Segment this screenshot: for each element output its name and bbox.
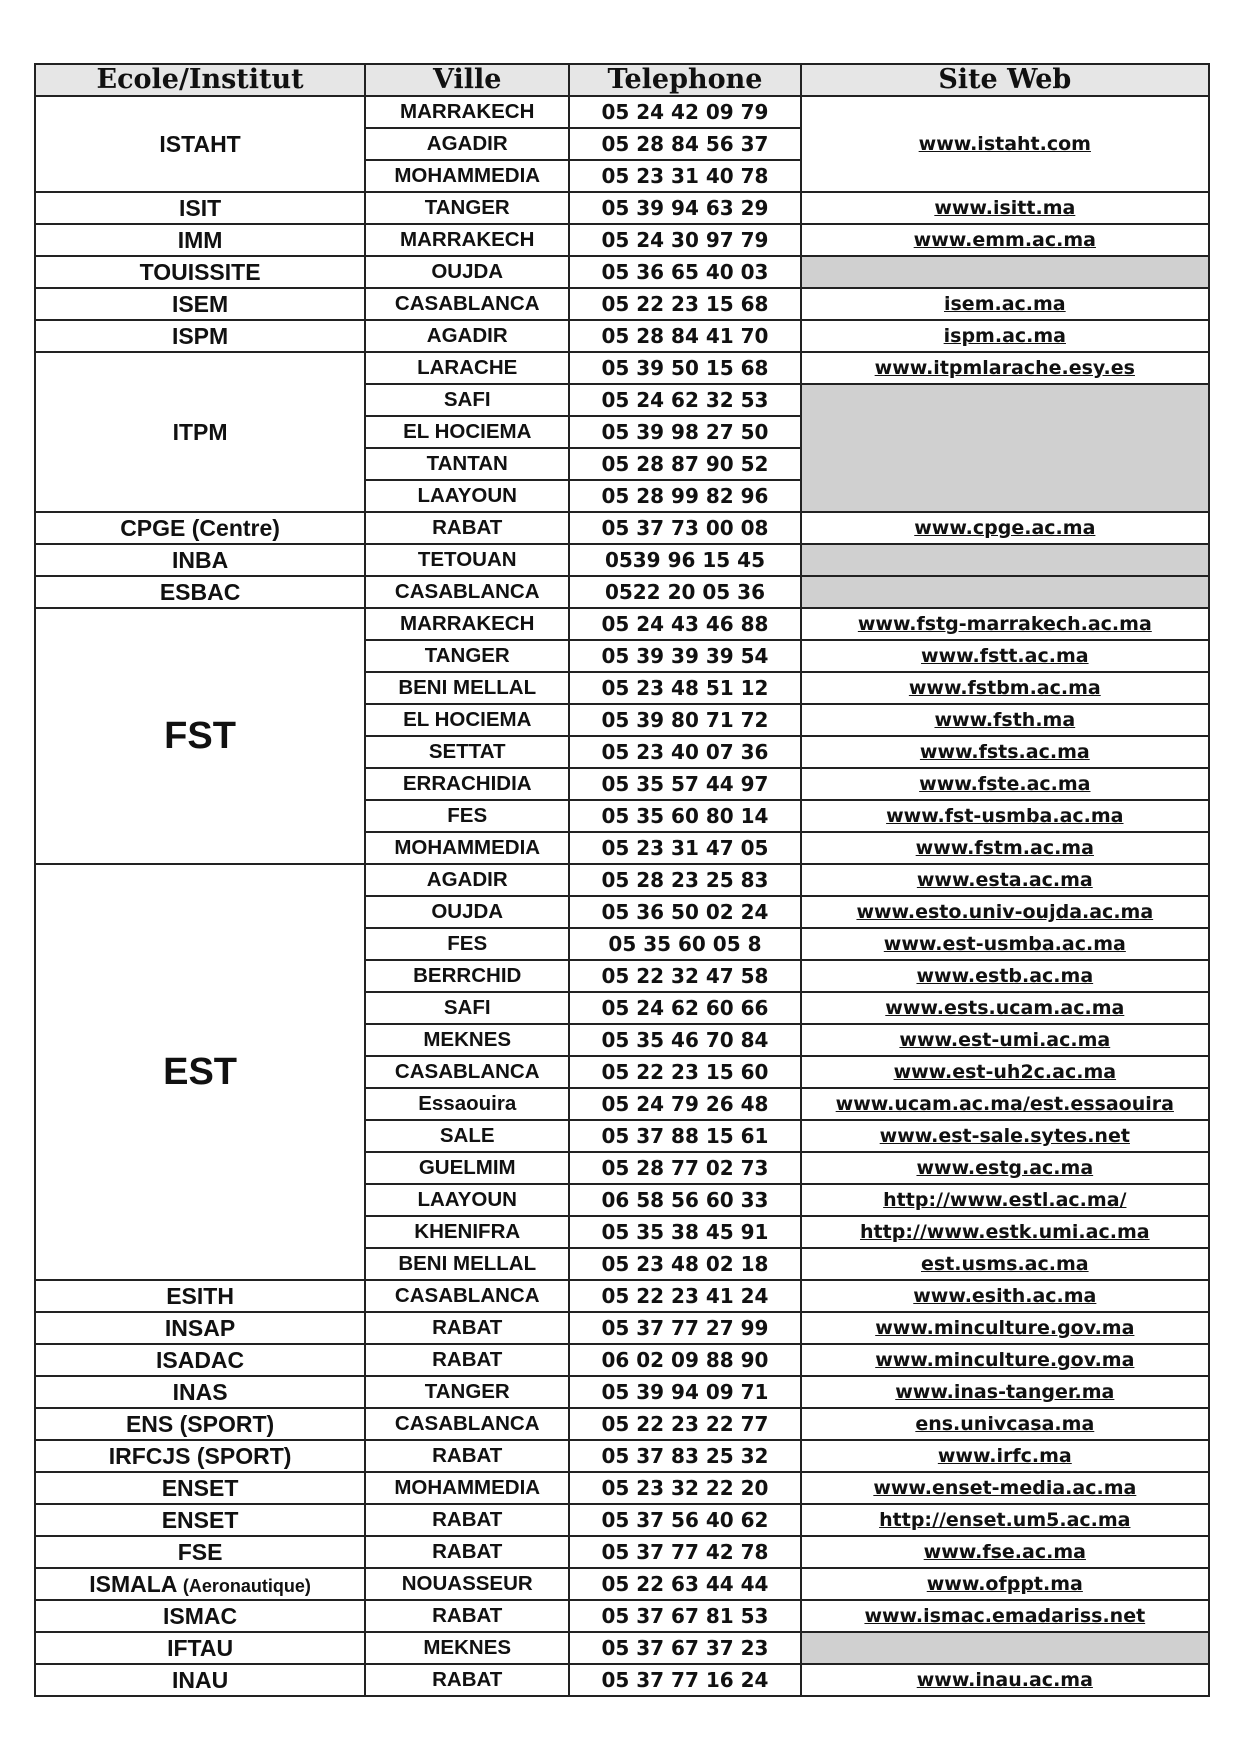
website-link[interactable]: www.fste.ac.ma: [919, 773, 1091, 795]
phone-cell: 05 39 94 63 29: [569, 192, 800, 224]
city-cell: OUJDA: [365, 256, 569, 288]
institution-cell: [35, 544, 365, 576]
city-cell: TANGER: [365, 1376, 569, 1408]
city-cell: TANTAN: [365, 448, 569, 480]
phone-cell: 05 22 63 44 44: [569, 1568, 800, 1600]
phone-cell: 05 35 60 05 8: [569, 928, 800, 960]
phone-cell: 05 24 62 60 66: [569, 992, 800, 1024]
table-row: [35, 288, 1209, 320]
website-link[interactable]: http://enset.um5.ac.ma: [879, 1509, 1131, 1531]
table-row: [35, 544, 1209, 576]
city-cell: NOUASSEUR: [365, 1568, 569, 1600]
website-cell: [801, 1280, 1209, 1312]
website-link[interactable]: www.est-umi.ac.ma: [899, 1029, 1111, 1051]
table-row: [35, 192, 1209, 224]
website-link[interactable]: www.esith.ac.ma: [913, 1285, 1097, 1307]
city-cell: AGADIR: [365, 864, 569, 896]
website-link[interactable]: www.fstg-marrakech.ac.ma: [857, 613, 1152, 635]
website-cell: [801, 1056, 1209, 1088]
city-cell: MOHAMMEDIA: [365, 1472, 569, 1504]
website-link[interactable]: isem.ac.ma: [943, 293, 1066, 315]
header-institution: Ecole/Institut: [35, 64, 365, 96]
website-cell: [801, 640, 1209, 672]
website-link[interactable]: ens.univcasa.ma: [915, 1413, 1095, 1435]
institution-name: ITPM: [172, 418, 228, 445]
table-row: [35, 608, 1209, 640]
table-row: [35, 576, 1209, 608]
website-cell: [801, 1568, 1209, 1600]
phone-cell: 0539 96 15 45: [569, 544, 800, 576]
phone-cell: 06 02 09 88 90: [569, 1344, 800, 1376]
website-cell-empty: [801, 384, 1209, 512]
city-cell: LARACHE: [365, 352, 569, 384]
phone-cell: 05 24 62 32 53: [569, 384, 800, 416]
city-cell: EL HOCIEMA: [365, 416, 569, 448]
website-cell: [801, 992, 1209, 1024]
institution-name: ISMALA: [89, 1570, 177, 1597]
city-cell: EL HOCIEMA: [365, 704, 569, 736]
city-cell: MOHAMMEDIA: [365, 160, 569, 192]
website-link[interactable]: www.fsth.ma: [934, 709, 1076, 731]
city-cell: RABAT: [365, 1504, 569, 1536]
website-cell: [801, 608, 1209, 640]
phone-cell: 05 37 73 00 08: [569, 512, 800, 544]
institution-cell: [35, 1312, 365, 1344]
institution-cell: [35, 608, 365, 864]
table-body: [35, 96, 1209, 1696]
website-link[interactable]: www.itpmlarache.esy.es: [874, 357, 1135, 379]
city-cell: RABAT: [365, 1344, 569, 1376]
city-cell: MEKNES: [365, 1632, 569, 1664]
institution-name: FST: [164, 714, 236, 757]
website-cell: [801, 1664, 1209, 1696]
city-cell: RABAT: [365, 1536, 569, 1568]
institution-name: ISTAHT: [159, 130, 241, 157]
table-row: [35, 512, 1209, 544]
institution-cell: [35, 1408, 365, 1440]
institution-name: ISMAC: [163, 1602, 238, 1629]
city-cell: RABAT: [365, 1440, 569, 1472]
city-cell: CASABLANCA: [365, 1056, 569, 1088]
header-city: Ville: [365, 64, 569, 96]
phone-cell: 05 24 30 97 79: [569, 224, 800, 256]
institution-name: TOUISSITE: [139, 258, 261, 285]
institution-cell: [35, 320, 365, 352]
website-cell: [801, 1024, 1209, 1056]
table-row: [35, 1376, 1209, 1408]
website-link[interactable]: est.usms.ac.ma: [921, 1253, 1089, 1275]
institution-name: ENSET: [161, 1506, 239, 1533]
phone-cell: 05 23 48 02 18: [569, 1248, 800, 1280]
institution-name: ISIT: [178, 194, 222, 221]
phone-cell: 05 37 56 40 62: [569, 1504, 800, 1536]
institution-name: CPGE (Centre): [120, 514, 280, 541]
phone-cell: 05 37 67 81 53: [569, 1600, 800, 1632]
website-link[interactable]: www.esto.univ-oujda.ac.ma: [856, 901, 1154, 923]
phone-cell: 05 23 48 51 12: [569, 672, 800, 704]
website-link[interactable]: ispm.ac.ma: [943, 325, 1066, 347]
website-cell: [801, 800, 1209, 832]
website-link[interactable]: www.fse.ac.ma: [923, 1541, 1086, 1563]
city-cell: FES: [365, 928, 569, 960]
institution-cell: [35, 1664, 365, 1696]
phone-cell: 05 23 31 47 05: [569, 832, 800, 864]
website-link[interactable]: www.ofppt.ma: [926, 1573, 1083, 1595]
phone-cell: 05 39 94 09 71: [569, 1376, 800, 1408]
table-row: [35, 1504, 1209, 1536]
website-link[interactable]: www.est-uh2c.ac.ma: [893, 1061, 1117, 1083]
phone-cell: 05 28 23 25 83: [569, 864, 800, 896]
city-cell: MARRAKECH: [365, 96, 569, 128]
institution-name: ISPM: [171, 322, 229, 349]
institution-cell: [35, 1568, 365, 1600]
website-cell: [801, 832, 1209, 864]
institution-name: IRFCJS (SPORT): [108, 1442, 292, 1469]
website-cell: [801, 192, 1209, 224]
institution-name: INSAP: [164, 1314, 236, 1341]
phone-cell: 05 39 50 15 68: [569, 352, 800, 384]
city-cell: LAAYOUN: [365, 1184, 569, 1216]
phone-cell: 05 37 77 27 99: [569, 1312, 800, 1344]
website-link[interactable]: www.fst-usmba.ac.ma: [886, 805, 1124, 827]
city-cell: FES: [365, 800, 569, 832]
institution-name: ISEM: [171, 290, 229, 317]
phone-cell: 05 24 79 26 48: [569, 1088, 800, 1120]
city-cell: CASABLANCA: [365, 576, 569, 608]
header-row: [35, 64, 1209, 96]
city-cell: TANGER: [365, 192, 569, 224]
table-row: [35, 1536, 1209, 1568]
website-link[interactable]: www.cpge.ac.ma: [914, 517, 1096, 539]
table-row: [35, 1600, 1209, 1632]
phone-cell: 05 24 42 09 79: [569, 96, 800, 128]
website-cell: [801, 1408, 1209, 1440]
website-cell: [801, 1344, 1209, 1376]
website-link[interactable]: www.ucam.ac.ma/est.essaouira: [835, 1093, 1174, 1115]
institution-name: ENS (SPORT): [125, 1410, 275, 1437]
website-cell: [801, 896, 1209, 928]
city-cell: SAFI: [365, 992, 569, 1024]
website-cell: [801, 928, 1209, 960]
table-row: [35, 352, 1209, 384]
website-link[interactable]: www.estg.ac.ma: [916, 1157, 1094, 1179]
institution-note: (Aeronautique): [182, 1575, 311, 1596]
website-cell: [801, 1504, 1209, 1536]
phone-cell: 05 23 40 07 36: [569, 736, 800, 768]
website-cell: [801, 320, 1209, 352]
institution-name: INAS: [172, 1378, 228, 1405]
table-row: [35, 1568, 1209, 1600]
city-cell: BENI MELLAL: [365, 1248, 569, 1280]
phone-cell: 05 37 88 15 61: [569, 1120, 800, 1152]
table-row: [35, 1280, 1209, 1312]
header-website: Site Web: [801, 64, 1209, 96]
city-cell: MEKNES: [365, 1024, 569, 1056]
website-link[interactable]: www.fsts.ac.ma: [919, 741, 1090, 763]
website-link[interactable]: http://www.estk.umi.ac.ma: [860, 1221, 1150, 1243]
city-cell: OUJDA: [365, 896, 569, 928]
website-cell-empty: [801, 1632, 1209, 1664]
city-cell: AGADIR: [365, 128, 569, 160]
institution-cell: [35, 1440, 365, 1472]
institution-cell: [35, 1280, 365, 1312]
website-cell-empty: [801, 576, 1209, 608]
institution-cell: [35, 1344, 365, 1376]
phone-cell: 05 39 39 39 54: [569, 640, 800, 672]
phone-cell: 05 28 84 41 70: [569, 320, 800, 352]
institution-cell: [35, 1536, 365, 1568]
website-cell: [801, 768, 1209, 800]
website-cell-empty: [801, 256, 1209, 288]
institution-name: ESITH: [166, 1282, 234, 1309]
website-link[interactable]: www.fstbm.ac.ma: [908, 677, 1101, 699]
institution-cell: [35, 224, 365, 256]
city-cell: SETTAT: [365, 736, 569, 768]
website-link[interactable]: www.minculture.gov.ma: [875, 1317, 1135, 1339]
institution-name: ISADAC: [155, 1346, 245, 1373]
website-cell-empty: [801, 544, 1209, 576]
city-cell: RABAT: [365, 512, 569, 544]
website-link[interactable]: www.est-usmba.ac.ma: [883, 933, 1126, 955]
website-link[interactable]: www.emm.ac.ma: [913, 229, 1096, 251]
table-row: [35, 96, 1209, 128]
institution-cell: [35, 256, 365, 288]
table-row: [35, 256, 1209, 288]
website-cell: [801, 960, 1209, 992]
institution-cell: [35, 512, 365, 544]
city-cell: CASABLANCA: [365, 1280, 569, 1312]
institution-cell: [35, 576, 365, 608]
phone-cell: 05 23 31 40 78: [569, 160, 800, 192]
city-cell: BENI MELLAL: [365, 672, 569, 704]
city-cell: GUELMIM: [365, 1152, 569, 1184]
website-link[interactable]: www.minculture.gov.ma: [875, 1349, 1135, 1371]
website-cell: [801, 1152, 1209, 1184]
website-link[interactable]: www.ests.ucam.ac.ma: [885, 997, 1125, 1019]
website-link[interactable]: www.estb.ac.ma: [916, 965, 1094, 987]
phone-cell: 05 35 57 44 97: [569, 768, 800, 800]
website-cell: [801, 1216, 1209, 1248]
website-cell: [801, 864, 1209, 896]
phone-cell: 05 28 99 82 96: [569, 480, 800, 512]
institution-cell: [35, 864, 365, 1280]
institution-name: ESBAC: [159, 578, 241, 605]
website-link[interactable]: www.fstt.ac.ma: [921, 645, 1089, 667]
city-cell: RABAT: [365, 1600, 569, 1632]
city-cell: SALE: [365, 1120, 569, 1152]
table-row: [35, 1408, 1209, 1440]
phone-cell: 05 22 32 47 58: [569, 960, 800, 992]
website-cell: [801, 1472, 1209, 1504]
phone-cell: 05 35 38 45 91: [569, 1216, 800, 1248]
institution-cell: [35, 1504, 365, 1536]
city-cell: Essaouira: [365, 1088, 569, 1120]
phone-cell: 05 28 77 02 73: [569, 1152, 800, 1184]
website-link[interactable]: www.inau.ac.ma: [916, 1669, 1093, 1691]
phone-cell: 0522 20 05 36: [569, 576, 800, 608]
city-cell: RABAT: [365, 1312, 569, 1344]
institution-cell: [35, 192, 365, 224]
phone-cell: 05 37 67 37 23: [569, 1632, 800, 1664]
website-cell: [801, 1184, 1209, 1216]
website-cell: [801, 1536, 1209, 1568]
website-cell: [801, 512, 1209, 544]
phone-cell: 05 37 77 42 78: [569, 1536, 800, 1568]
phone-cell: 05 22 23 22 77: [569, 1408, 800, 1440]
phone-cell: 05 35 46 70 84: [569, 1024, 800, 1056]
website-cell: [801, 1120, 1209, 1152]
institution-name: IFTAU: [167, 1634, 234, 1661]
phone-cell: 05 23 32 22 20: [569, 1472, 800, 1504]
phone-cell: 05 36 50 02 24: [569, 896, 800, 928]
institution-cell: [35, 352, 365, 512]
phone-cell: 05 39 98 27 50: [569, 416, 800, 448]
website-link[interactable]: http://www.estl.ac.ma/: [883, 1189, 1127, 1211]
phone-cell: 05 22 23 15 60: [569, 1056, 800, 1088]
website-link[interactable]: www.est-sale.sytes.net: [879, 1125, 1130, 1147]
website-cell: [801, 352, 1209, 384]
institution-cell: [35, 1600, 365, 1632]
institution-name: FSE: [177, 1538, 223, 1565]
city-cell: ERRACHIDIA: [365, 768, 569, 800]
website-cell: [801, 1600, 1209, 1632]
city-cell: TANGER: [365, 640, 569, 672]
city-cell: LAAYOUN: [365, 480, 569, 512]
table-row: [35, 1664, 1209, 1696]
table-row: [35, 1472, 1209, 1504]
website-cell: [801, 672, 1209, 704]
website-cell: [801, 1312, 1209, 1344]
table-row: [35, 1440, 1209, 1472]
city-cell: AGADIR: [365, 320, 569, 352]
city-cell: SAFI: [365, 384, 569, 416]
institution-name: INAU: [171, 1666, 229, 1693]
website-cell: [801, 1376, 1209, 1408]
website-cell: [801, 736, 1209, 768]
website-cell: [801, 288, 1209, 320]
phone-cell: 05 22 23 15 68: [569, 288, 800, 320]
table-row: [35, 864, 1209, 896]
city-cell: BERRCHID: [365, 960, 569, 992]
phone-cell: 06 58 56 60 33: [569, 1184, 800, 1216]
website-cell: [801, 224, 1209, 256]
city-cell: KHENIFRA: [365, 1216, 569, 1248]
table-row: [35, 320, 1209, 352]
phone-cell: 05 39 80 71 72: [569, 704, 800, 736]
phone-cell: 05 28 87 90 52: [569, 448, 800, 480]
city-cell: MARRAKECH: [365, 608, 569, 640]
website-cell: [801, 1088, 1209, 1120]
website-link[interactable]: www.enset-media.ac.ma: [873, 1477, 1137, 1499]
phone-cell: 05 35 60 80 14: [569, 800, 800, 832]
table-row: [35, 1344, 1209, 1376]
table-row: [35, 1632, 1209, 1664]
institution-name: ENSET: [161, 1474, 239, 1501]
website-cell: [801, 96, 1209, 192]
institution-name: INBA: [171, 546, 229, 573]
city-cell: CASABLANCA: [365, 288, 569, 320]
phone-cell: 05 37 77 16 24: [569, 1664, 800, 1696]
phone-cell: 05 37 83 25 32: [569, 1440, 800, 1472]
website-link[interactable]: www.isitt.ma: [934, 197, 1076, 219]
website-link[interactable]: www.ismac.emadariss.net: [864, 1605, 1146, 1627]
schools-table: [34, 63, 1210, 1697]
institution-cell: [35, 1632, 365, 1664]
institution-cell: [35, 288, 365, 320]
institution-cell: [35, 1376, 365, 1408]
institution-name: EST: [163, 1050, 238, 1093]
phone-cell: 05 24 43 46 88: [569, 608, 800, 640]
table-row: [35, 1312, 1209, 1344]
phone-cell: 05 36 65 40 03: [569, 256, 800, 288]
city-cell: MOHAMMEDIA: [365, 832, 569, 864]
city-cell: TETOUAN: [365, 544, 569, 576]
phone-cell: 05 22 23 41 24: [569, 1280, 800, 1312]
institution-name: IMM: [177, 226, 223, 253]
phone-cell: 05 28 84 56 37: [569, 128, 800, 160]
website-cell: [801, 1440, 1209, 1472]
institution-cell: [35, 96, 365, 192]
institution-cell: [35, 1472, 365, 1504]
city-cell: CASABLANCA: [365, 1408, 569, 1440]
website-link[interactable]: www.fstm.ac.ma: [915, 837, 1094, 859]
website-link[interactable]: www.istaht.com: [918, 133, 1091, 155]
website-cell: [801, 1248, 1209, 1280]
website-link[interactable]: www.esta.ac.ma: [916, 869, 1093, 891]
website-cell: [801, 704, 1209, 736]
header-phone: Telephone: [569, 64, 800, 96]
website-link[interactable]: www.irfc.ma: [937, 1445, 1072, 1467]
city-cell: MARRAKECH: [365, 224, 569, 256]
website-link[interactable]: www.inas-tanger.ma: [895, 1381, 1115, 1403]
city-cell: RABAT: [365, 1664, 569, 1696]
table-row: [35, 224, 1209, 256]
